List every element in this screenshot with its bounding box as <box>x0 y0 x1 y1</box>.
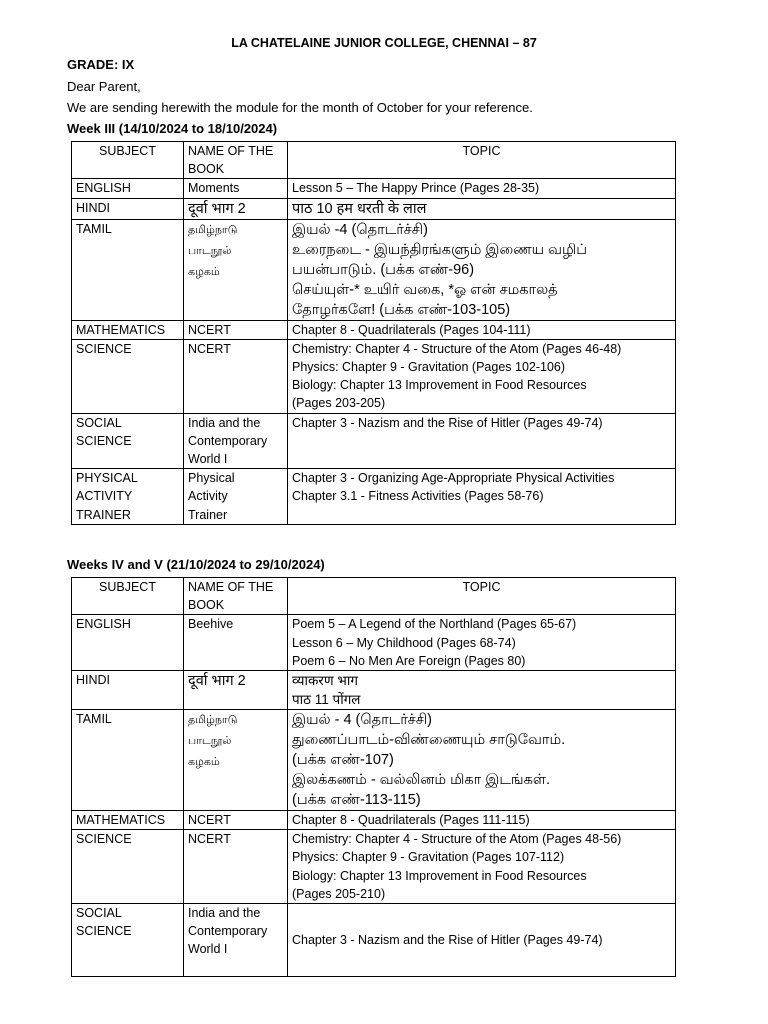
subject-cell: HINDI <box>72 198 184 219</box>
column-header-subject: SUBJECT <box>72 578 184 615</box>
table-row <box>72 811 676 830</box>
topic-cell: இயல் - 4 (தொடர்ச்சி) துணைப்பாடம்-விண்ணையும் சாடுவோம். (பக்க எண்-107) இலக்கணம் - வல்லினம் மிகா இடங்கள். (பக்க எண்-113-115) <box>288 710 676 811</box>
book-cell: Beehive <box>184 615 288 671</box>
subject-cell: SCIENCE <box>72 830 184 904</box>
topic-cell: Lesson 5 – The Happy Prince (Pages 28-35) <box>288 179 676 198</box>
grade-label: GRADE: IX <box>67 57 135 72</box>
topic-cell: Chapter 8 - Quadrilaterals (Pages 104-111) <box>288 320 676 339</box>
week3-heading: Week III (14/10/2024 to 18/10/2024) <box>67 121 278 136</box>
topic-cell: இயல் -4 (தொடர்ச்சி) உரைநடை - இயந்திரங்களும் இணைய வழிப் பயன்பாடும். (பக்க எண்-96) செய்யுள்-* உயிர் வகை, *ஓ என் சமகாலத் தோழர்களே! (பக்க எண்-103-105) <box>288 219 676 320</box>
week45-table <box>71 577 676 977</box>
subject-cell: TAMIL <box>72 710 184 811</box>
table-row <box>72 179 676 198</box>
subject-cell: MATHEMATICS <box>72 320 184 339</box>
week3-table <box>71 141 676 525</box>
topic-cell: व्याकरण भाग पाठ 11 पोंगल <box>288 671 676 710</box>
book-cell: NCERT <box>184 339 288 413</box>
book-cell: தமிழ்நாடு பாடநூல் கழகம் <box>184 710 288 811</box>
table-row <box>72 710 676 811</box>
book-cell: NCERT <box>184 811 288 830</box>
subject-cell: TAMIL <box>72 219 184 320</box>
book-cell: NCERT <box>184 830 288 904</box>
column-header-topic: TOPIC <box>288 578 676 615</box>
book-cell: தமிழ்நாடு பாடநூல் கழகம் <box>184 219 288 320</box>
table-row <box>72 198 676 219</box>
table-row <box>72 320 676 339</box>
school-title: LA CHATELAINE JUNIOR COLLEGE, CHENNAI – 87 <box>231 36 537 50</box>
intro-text: We are sending herewith the module for the month of October for your reference. <box>67 100 533 115</box>
book-cell: NCERT <box>184 320 288 339</box>
table-row <box>72 339 676 413</box>
week45-heading: Weeks IV and V (21/10/2024 to 29/10/2024) <box>67 557 325 572</box>
subject-cell: SOCIAL SCIENCE <box>72 904 184 977</box>
table-row <box>72 413 676 469</box>
subject-cell: MATHEMATICS <box>72 811 184 830</box>
table-row <box>72 671 676 710</box>
subject-cell: SCIENCE <box>72 339 184 413</box>
table-row <box>72 830 676 904</box>
topic-cell: Poem 5 – A Legend of the Northland (Pages 65-67) Lesson 6 – My Childhood (Pages 68-74) Poem 6 – No Men Are Foreign (Pages 80) <box>288 615 676 671</box>
column-header-subject: SUBJECT <box>72 142 184 179</box>
column-header-book: NAME OF THE BOOK <box>184 142 288 179</box>
subject-cell: HINDI <box>72 671 184 710</box>
table-header-row <box>72 142 676 179</box>
book-cell: दूर्वा भाग 2 <box>184 198 288 219</box>
topic-cell: Chapter 8 - Quadrilaterals (Pages 111-115) <box>288 811 676 830</box>
book-cell: India and the Contemporary World I <box>184 904 288 977</box>
book-cell: Physical Activity Trainer <box>184 469 288 525</box>
topic-cell: Chapter 3 - Organizing Age-Appropriate Physical Activities Chapter 3.1 - Fitness Activities (Pages 58-76) <box>288 469 676 525</box>
topic-cell: पाठ 10 हम धरती के लाल <box>288 198 676 219</box>
subject-cell: ENGLISH <box>72 615 184 671</box>
book-cell: दूर्वा भाग 2 <box>184 671 288 710</box>
topic-cell: Chemistry: Chapter 4 - Structure of the Atom (Pages 46-48) Physics: Chapter 9 - Gravitation (Pages 102-106) Biology: Chapter 13 Improvement in Food Resources (Pages 203-205) <box>288 339 676 413</box>
subject-cell: SOCIAL SCIENCE <box>72 413 184 469</box>
table-row <box>72 615 676 671</box>
table-row <box>72 219 676 320</box>
topic-cell: Chemistry: Chapter 4 - Structure of the Atom (Pages 48-56) Physics: Chapter 9 - Gravitation (Pages 107-112) Biology: Chapter 13 Improvement in Food Resources (Pages 205-210) <box>288 830 676 904</box>
topic-cell: Chapter 3 - Nazism and the Rise of Hitler (Pages 49-74) <box>288 904 676 977</box>
column-header-book: NAME OF THE BOOK <box>184 578 288 615</box>
subject-cell: ENGLISH <box>72 179 184 198</box>
table-header-row <box>72 578 676 615</box>
topic-cell: Chapter 3 - Nazism and the Rise of Hitler (Pages 49-74) <box>288 413 676 469</box>
column-header-topic: TOPIC <box>288 142 676 179</box>
book-cell: India and the Contemporary World I <box>184 413 288 469</box>
table-row <box>72 469 676 525</box>
salutation: Dear Parent, <box>67 79 141 94</box>
book-cell: Moments <box>184 179 288 198</box>
subject-cell: PHYSICAL ACTIVITY TRAINER <box>72 469 184 525</box>
table-row <box>72 904 676 977</box>
